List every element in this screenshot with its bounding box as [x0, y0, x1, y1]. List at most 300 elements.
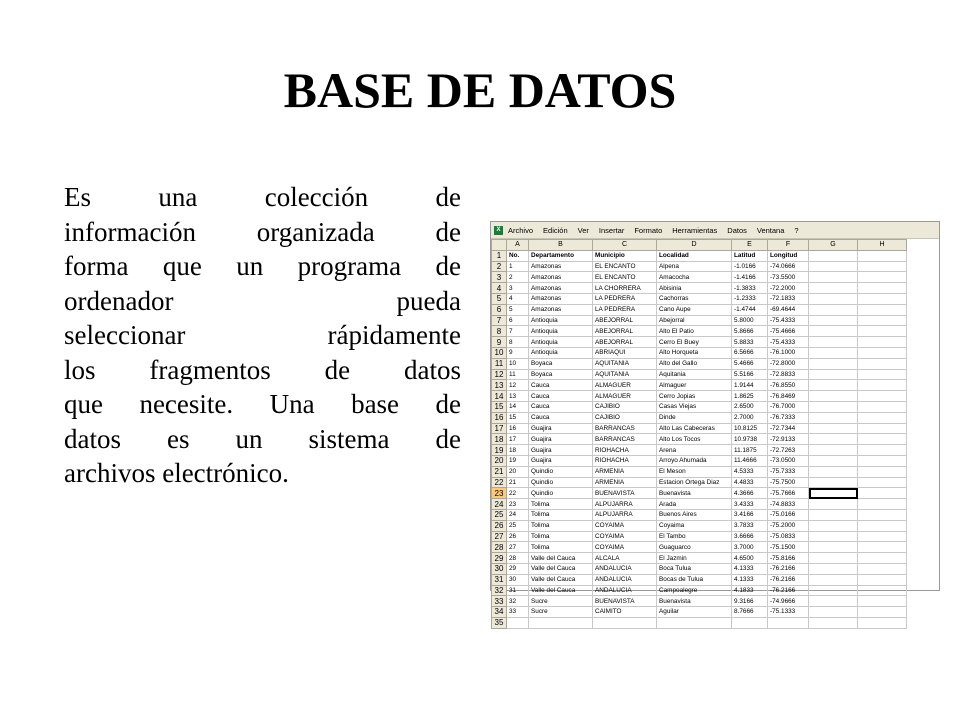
grid-cell: 1.8625: [732, 391, 768, 402]
column-header: D: [657, 240, 732, 251]
row-header: 30: [492, 563, 507, 574]
grid-cell: 15: [507, 412, 529, 423]
grid-cell: Tolima: [529, 520, 593, 531]
grid-cell: ABEJORRAL: [593, 337, 657, 348]
row-header: 5: [492, 293, 507, 304]
grid-cell: [809, 380, 858, 391]
grid-cell: -75.0166: [768, 509, 809, 520]
menu-item: Herramientas: [672, 225, 718, 235]
row-header: 33: [492, 596, 507, 607]
grid-cell: -76.7000: [768, 401, 809, 412]
column-header: H: [858, 240, 907, 251]
grid-cell: [858, 445, 907, 456]
grid-cell: -75.7666: [768, 488, 809, 499]
grid-cell: Aguilar: [657, 607, 732, 618]
grid-cell: [809, 477, 858, 488]
grid-cell: 25: [507, 520, 529, 531]
grid-cell: [858, 542, 907, 553]
grid-cell: Alto Horqueta: [657, 347, 732, 358]
menu-item: Ver: [577, 225, 589, 235]
grid-cell: 18: [507, 445, 529, 456]
grid-cell: [858, 304, 907, 315]
grid-cell: [529, 617, 593, 628]
paragraph-line: forma que un programa de: [64, 251, 461, 281]
row-header: 28: [492, 542, 507, 553]
row-header: 26: [492, 520, 507, 531]
column-header: F: [768, 240, 809, 251]
paragraph-line: archivos electrónico.: [64, 458, 289, 488]
grid-cell: BUENAVISTA: [593, 596, 657, 607]
table-row: [492, 488, 907, 499]
grid-cell: ARMENIA: [593, 477, 657, 488]
grid-cell: 8.7666: [732, 607, 768, 618]
grid-cell: 19: [507, 455, 529, 466]
grid-cell: -72.2000: [768, 283, 809, 294]
grid-cell: -1.4166: [732, 272, 768, 283]
grid-cell: [809, 445, 858, 456]
grid-cell: 3.4333: [732, 499, 768, 510]
grid-cell: 12: [507, 380, 529, 391]
table-row: [492, 304, 907, 315]
row-header: 12: [492, 369, 507, 380]
grid-cell: [809, 358, 858, 369]
grid-cell: -74.9666: [768, 596, 809, 607]
row-header: 14: [492, 391, 507, 402]
row-header: 15: [492, 401, 507, 412]
grid-cell: 5: [507, 304, 529, 315]
spreadsheet-screenshot: [490, 221, 940, 628]
grid-cell: Quindio: [529, 466, 593, 477]
grid-cell: 10.8125: [732, 423, 768, 434]
row-header: 13: [492, 380, 507, 391]
grid-cell: BARRANCAS: [593, 423, 657, 434]
grid-cell: 24: [507, 509, 529, 520]
grid-cell: Guaguarco: [657, 542, 732, 553]
grid-cell: 6.5666: [732, 347, 768, 358]
grid-cell: 1.9144: [732, 380, 768, 391]
grid-cell: [858, 477, 907, 488]
grid-cell: [858, 283, 907, 294]
grid-cell: Buenavista: [657, 488, 732, 499]
row-header: 24: [492, 499, 507, 510]
grid-cell: [858, 412, 907, 423]
grid-cell: [809, 574, 858, 585]
menu-item: Insertar: [598, 225, 625, 235]
grid-cell: 5.8000: [732, 315, 768, 326]
table-row: [492, 445, 907, 456]
grid-cell: [858, 531, 907, 542]
grid-cell: 4.1833: [732, 585, 768, 596]
grid-cell: 3: [507, 283, 529, 294]
table-row: [492, 315, 907, 326]
grid-cell: ALPUJARRA: [593, 509, 657, 520]
grid-cell: [809, 391, 858, 402]
table-row: [492, 563, 907, 574]
row-header: 17: [492, 423, 507, 434]
grid-cell: -75.4333: [768, 315, 809, 326]
grid-cell: [809, 315, 858, 326]
table-row: [492, 347, 907, 358]
grid-cell: [858, 488, 907, 499]
grid-cell: 3.6666: [732, 531, 768, 542]
grid-cell: [858, 499, 907, 510]
table-row: [492, 455, 907, 466]
grid-cell: Tolima: [529, 499, 593, 510]
grid-cell: [858, 347, 907, 358]
grid-cell: 29: [507, 563, 529, 574]
grid-cell: [858, 401, 907, 412]
paragraph-line: ordenador pueda: [64, 285, 461, 316]
grid-cell: Arena: [657, 445, 732, 456]
row-header: 10: [492, 347, 507, 358]
grid-cell: ALPUJARRA: [593, 499, 657, 510]
grid-cell: Arada: [657, 499, 732, 510]
grid-cell: [809, 596, 858, 607]
paragraph-line: información organizada de: [64, 216, 461, 247]
grid-cell: -72.8833: [768, 369, 809, 380]
grid-cell: Buenos Aires: [657, 509, 732, 520]
grid-cell: 2.7000: [732, 412, 768, 423]
row-header: 9: [492, 337, 507, 348]
grid-cell: COYAIMA: [593, 542, 657, 553]
grid-cell: [858, 509, 907, 520]
grid-cell: -74.8833: [768, 499, 809, 510]
grid-cell: LA PEDRERA: [593, 293, 657, 304]
grid-cell: ALMAGUER: [593, 391, 657, 402]
spreadsheet-menubar: [491, 222, 939, 239]
grid-cell: RIOHACHA: [593, 455, 657, 466]
grid-cell: Valle del Cauca: [529, 563, 593, 574]
grid-cell: -75.7333: [768, 466, 809, 477]
grid-cell: 4.5333: [732, 466, 768, 477]
grid-cell: COYAIMA: [593, 520, 657, 531]
grid-cell: -76.2166: [768, 585, 809, 596]
table-row: [492, 542, 907, 553]
grid-cell: 31: [507, 585, 529, 596]
grid-cell: Amazonas: [529, 272, 593, 283]
grid-cell: [858, 293, 907, 304]
grid-cell: Alto Los Tocos: [657, 434, 732, 445]
slide-paragraph: [64, 180, 461, 491]
grid-cell: -1.2333: [732, 293, 768, 304]
grid-cell: Almaguer: [657, 380, 732, 391]
row-header: 18: [492, 434, 507, 445]
grid-cell: Abisinia: [657, 283, 732, 294]
table-row: [492, 477, 907, 488]
grid-cell: [768, 617, 809, 628]
grid-cell: [809, 553, 858, 564]
grid-cell: 20: [507, 466, 529, 477]
grid-cell: [858, 380, 907, 391]
grid-cell: -1.4744: [732, 304, 768, 315]
grid-cell: [858, 434, 907, 445]
grid-cell: [809, 401, 858, 412]
table-row: [492, 531, 907, 542]
grid-cell: [858, 607, 907, 618]
table-row: [492, 283, 907, 294]
grid-cell: Alto del Gallo: [657, 358, 732, 369]
paragraph-line: datos es un sistema de: [64, 423, 461, 454]
grid-cell: Latitud: [732, 250, 768, 261]
grid-cell: [858, 250, 907, 261]
grid-cell: [593, 617, 657, 628]
grid-cell: 23: [507, 499, 529, 510]
grid-cell: -75.0833: [768, 531, 809, 542]
row-header: 27: [492, 531, 507, 542]
grid-cell: [858, 358, 907, 369]
grid-cell: Antioquia: [529, 326, 593, 337]
grid-cell: -72.7344: [768, 423, 809, 434]
grid-cell: 4.1333: [732, 563, 768, 574]
column-header: A: [507, 240, 529, 251]
grid-cell: Municipio: [593, 250, 657, 261]
grid-cell: [858, 596, 907, 607]
row-header: 31: [492, 574, 507, 585]
grid-cell: Quindio: [529, 477, 593, 488]
grid-cell: CAJIBIO: [593, 412, 657, 423]
row-header: 19: [492, 445, 507, 456]
row-header: 22: [492, 477, 507, 488]
grid-cell: Sucre: [529, 596, 593, 607]
menu-item: Archivo: [508, 225, 534, 235]
grid-cell: 4.4833: [732, 477, 768, 488]
menu-item: ?: [794, 225, 799, 235]
grid-cell: [858, 315, 907, 326]
table-row: [492, 337, 907, 348]
grid-cell: -72.9133: [768, 434, 809, 445]
grid-cell: Tolima: [529, 509, 593, 520]
grid-cell: Cerro El Buey: [657, 337, 732, 348]
table-row: [492, 607, 907, 618]
grid-cell: Antioquia: [529, 347, 593, 358]
grid-cell: [809, 617, 858, 628]
grid-cell: -75.2000: [768, 520, 809, 531]
table-row: [492, 250, 907, 261]
grid-cell: 3.7833: [732, 520, 768, 531]
grid-cell: [732, 617, 768, 628]
grid-cell: BARRANCAS: [593, 434, 657, 445]
grid-cell: Abejorral: [657, 315, 732, 326]
paragraph-line: que necesite. Una base de: [64, 389, 461, 419]
table-row: [492, 509, 907, 520]
grid-cell: [858, 520, 907, 531]
grid-cell: No.: [507, 250, 529, 261]
grid-cell: Coyaima: [657, 520, 732, 531]
grid-cell: 7: [507, 326, 529, 337]
menu-item: Edición: [543, 225, 568, 235]
grid-cell: Cauca: [529, 380, 593, 391]
grid-cell: [858, 563, 907, 574]
grid-cell: 4: [507, 293, 529, 304]
grid-cell: Cauca: [529, 401, 593, 412]
grid-cell: [858, 261, 907, 272]
grid-cell: -76.8469: [768, 391, 809, 402]
grid-cell: [809, 509, 858, 520]
grid-cell: [858, 369, 907, 380]
grid-cell: BUENAVISTA: [593, 488, 657, 499]
grid-cell: [858, 391, 907, 402]
grid-cell: 33: [507, 607, 529, 618]
row-header: 16: [492, 412, 507, 423]
grid-cell: [809, 455, 858, 466]
grid-cell: 1: [507, 261, 529, 272]
grid-cell: 3.4166: [732, 509, 768, 520]
grid-cell: 5.5166: [732, 369, 768, 380]
grid-cell: [809, 466, 858, 477]
table-row: [492, 434, 907, 445]
grid-cell: 5.8666: [732, 326, 768, 337]
grid-cell: Estacion Ortega Diaz: [657, 477, 732, 488]
paragraph-line: los fragmentos de datos: [64, 354, 461, 385]
grid-cell: Casas Viejas: [657, 401, 732, 412]
grid-cell: LA PEDRERA: [593, 304, 657, 315]
grid-cell: El Jazmin: [657, 553, 732, 564]
grid-cell: Valle del Cauca: [529, 553, 593, 564]
grid-cell: -73.5500: [768, 272, 809, 283]
grid-cell: Boyaca: [529, 358, 593, 369]
table-row: [492, 596, 907, 607]
grid-cell: 16: [507, 423, 529, 434]
grid-cell: [809, 326, 858, 337]
grid-cell: 6: [507, 315, 529, 326]
paragraph-line: seleccionar rápidamente: [64, 320, 461, 350]
grid-cell: Campoalegre: [657, 585, 732, 596]
grid-cell: 4.6500: [732, 553, 768, 564]
grid-cell: Guajira: [529, 455, 593, 466]
grid-cell: Localidad: [657, 250, 732, 261]
grid-cell: [858, 455, 907, 466]
grid-cell: Amazonas: [529, 304, 593, 315]
row-header: 23: [492, 488, 507, 499]
grid-cell: 11.4666: [732, 455, 768, 466]
grid-cell: Cauca: [529, 391, 593, 402]
row-header: 7: [492, 315, 507, 326]
column-header: B: [529, 240, 593, 251]
table-row: [492, 293, 907, 304]
grid-cell: [809, 488, 858, 499]
grid-cell: [809, 261, 858, 272]
menu-item: Ventana: [756, 225, 785, 235]
grid-cell: 22: [507, 488, 529, 499]
grid-cell: Boca Tulua: [657, 563, 732, 574]
grid-cell: [809, 585, 858, 596]
grid-cell: 21: [507, 477, 529, 488]
table-row: [492, 520, 907, 531]
row-header: 4: [492, 283, 507, 294]
grid-cell: 3.7000: [732, 542, 768, 553]
grid-cell: 5.8833: [732, 337, 768, 348]
grid-cell: Antioquia: [529, 315, 593, 326]
grid-cell: [858, 617, 907, 628]
grid-cell: -72.8000: [768, 358, 809, 369]
grid-cell: [809, 250, 858, 261]
grid-cell: [809, 423, 858, 434]
grid-cell: [809, 347, 858, 358]
grid-cell: [657, 617, 732, 628]
grid-cell: 14: [507, 401, 529, 412]
grid-cell: EL ENCANTO: [593, 272, 657, 283]
grid-cell: ARMENIA: [593, 466, 657, 477]
grid-cell: -75.8166: [768, 553, 809, 564]
grid-cell: RIOHACHA: [593, 445, 657, 456]
grid-cell: Tolima: [529, 531, 593, 542]
grid-cell: -75.4333: [768, 337, 809, 348]
table-row: [492, 412, 907, 423]
row-header: 21: [492, 466, 507, 477]
table-row: [492, 272, 907, 283]
grid-cell: 5.4666: [732, 358, 768, 369]
grid-cell: [809, 499, 858, 510]
grid-cell: 27: [507, 542, 529, 553]
grid-cell: El Tambo: [657, 531, 732, 542]
grid-cell: Guajira: [529, 445, 593, 456]
grid-cell: -76.2166: [768, 563, 809, 574]
grid-cell: -75.1333: [768, 607, 809, 618]
grid-cell: 11.1875: [732, 445, 768, 456]
grid-cell: Alto El Patio: [657, 326, 732, 337]
grid-cell: Bocas de Tulua: [657, 574, 732, 585]
grid-cell: [809, 542, 858, 553]
table-row: [492, 369, 907, 380]
grid-cell: Cauca: [529, 412, 593, 423]
grid-cell: 9: [507, 347, 529, 358]
grid-cell: Amazonas: [529, 293, 593, 304]
row-header: 20: [492, 455, 507, 466]
grid-cell: 10.9738: [732, 434, 768, 445]
grid-cell: Alpena: [657, 261, 732, 272]
row-header: 11: [492, 358, 507, 369]
grid-cell: [809, 293, 858, 304]
corner-cell: [492, 240, 507, 251]
slide-title: BASE DE DATOS: [283, 62, 677, 118]
row-header: 29: [492, 553, 507, 564]
grid-cell: [858, 585, 907, 596]
grid-cell: ANDALUCIA: [593, 563, 657, 574]
grid-cell: LA CHORRERA: [593, 283, 657, 294]
grid-cell: Arroyo Ahumada: [657, 455, 732, 466]
grid-cell: [858, 423, 907, 434]
table-row: [492, 401, 907, 412]
grid-cell: ALCALA: [593, 553, 657, 564]
grid-cell: -75.7500: [768, 477, 809, 488]
grid-cell: 28: [507, 553, 529, 564]
grid-cell: ANDALUCIA: [593, 574, 657, 585]
grid-cell: Antioquia: [529, 337, 593, 348]
grid-cell: 2: [507, 272, 529, 283]
grid-cell: Aquitania: [657, 369, 732, 380]
grid-cell: Cerro Jopias: [657, 391, 732, 402]
grid-cell: [809, 337, 858, 348]
grid-cell: COYAIMA: [593, 531, 657, 542]
grid-cell: [809, 412, 858, 423]
grid-cell: -73.0500: [768, 455, 809, 466]
grid-cell: ABEJORRAL: [593, 315, 657, 326]
grid-cell: [809, 563, 858, 574]
grid-cell: 13: [507, 391, 529, 402]
grid-cell: Longitud: [768, 250, 809, 261]
row-header: 2: [492, 261, 507, 272]
grid-cell: -76.7333: [768, 412, 809, 423]
row-header: 1: [492, 250, 507, 261]
grid-cell: Sucre: [529, 607, 593, 618]
grid-cell: [858, 574, 907, 585]
grid-cell: -75.4666: [768, 326, 809, 337]
grid-cell: [809, 607, 858, 618]
column-header: E: [732, 240, 768, 251]
table-row: [492, 585, 907, 596]
grid-cell: 8: [507, 337, 529, 348]
grid-cell: ALMAGUER: [593, 380, 657, 391]
